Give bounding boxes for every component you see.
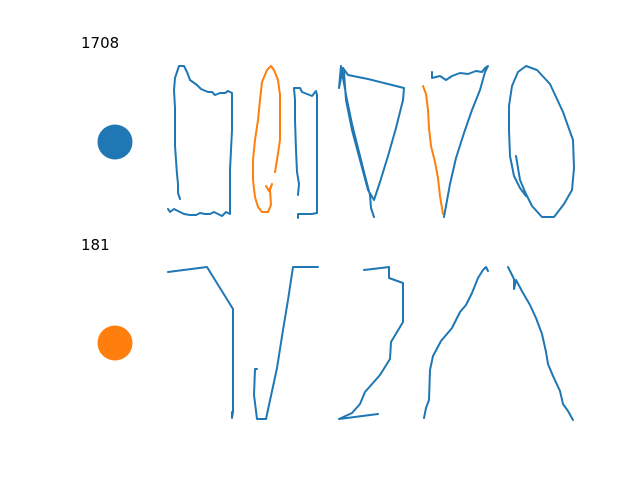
row-1-stroke-4	[339, 66, 404, 217]
row-2-label: 181	[81, 236, 110, 254]
row-1-strokes	[168, 66, 574, 218]
row-2-stroke-5	[508, 267, 573, 420]
row-2-stroke-1	[168, 267, 233, 418]
row-2-stroke-4	[424, 267, 488, 418]
row-1-marker	[98, 125, 133, 160]
row-1-stroke-2	[253, 66, 280, 212]
row-1-stroke-1	[168, 66, 232, 216]
row-1-label: 1708	[81, 34, 120, 52]
row-1-stroke-5	[423, 86, 443, 214]
row-1-stroke-3	[294, 88, 317, 218]
row-1-stroke-7	[509, 66, 574, 217]
row-2-stroke-3	[339, 267, 403, 419]
row-2-strokes	[168, 267, 573, 420]
row-2-marker	[98, 326, 133, 361]
row-2-stroke-2	[254, 267, 318, 419]
